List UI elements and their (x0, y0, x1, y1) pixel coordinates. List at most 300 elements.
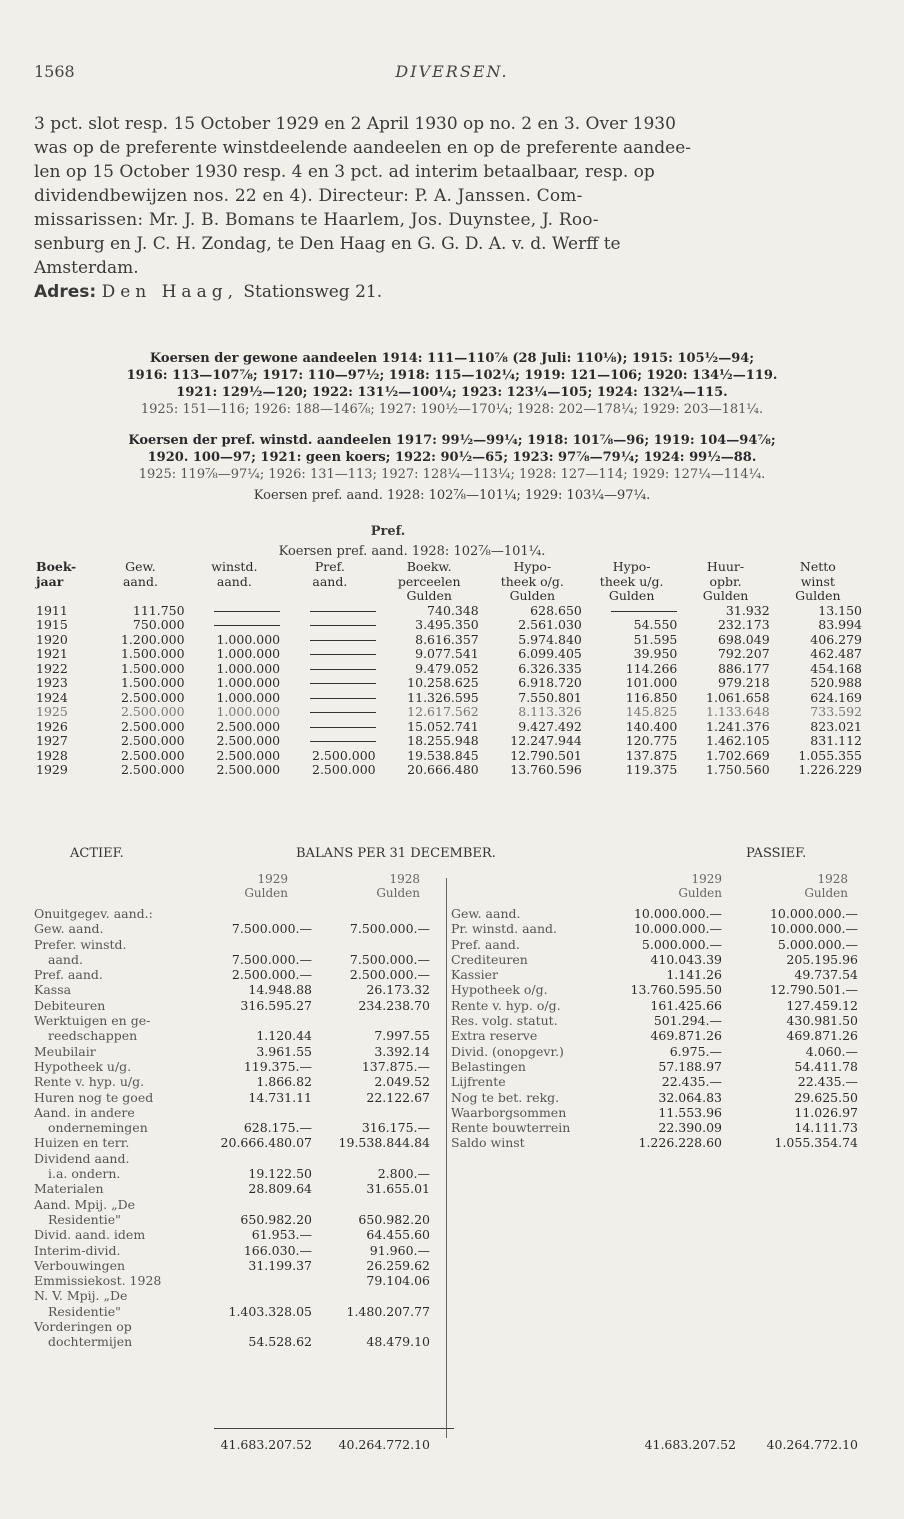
address-label: Adres: (34, 282, 97, 302)
passief-value: 1.055.354.74 (774, 1135, 858, 1151)
passief-total-1928: 40.264.772.10 (766, 1437, 858, 1452)
passief-value: 10.000.000.— (633, 921, 722, 937)
passief-label: Extra reserve (451, 1028, 538, 1044)
passief-value: 469.871.26 (786, 1028, 858, 1044)
actief-label: Pref. aand. (34, 967, 103, 983)
actief-value (204, 1273, 312, 1288)
column-header: Gulden (795, 588, 841, 603)
actief-label: Divid. aand. idem (34, 1227, 146, 1243)
actief-value: 31.655.01 (366, 1181, 430, 1197)
actief-label: Emmissiekost. 1928 (34, 1273, 162, 1289)
actief-label: Meubilair (34, 1043, 96, 1059)
table-cell: 1.241.376 (706, 718, 770, 734)
actief-label: Residentie" (48, 1303, 121, 1319)
table-cell: 831.112 (810, 733, 862, 748)
table-cell: 51.595 (633, 631, 678, 647)
table-cell: 2.500.000 (120, 689, 185, 705)
passief-label: Pref. aand. (451, 936, 520, 952)
column-header: Gulden (509, 588, 556, 603)
unit-label: Gulden (244, 886, 288, 900)
table-cell: 1.500.000 (120, 660, 185, 676)
table-cell: 1922 (36, 660, 68, 676)
actief-value: 91.960.— (369, 1242, 430, 1258)
column-header: aand. (312, 573, 348, 589)
koers-line: 1925: 119⅞—97¼; 1926: 131—113; 1927: 128¼—113¼; 1928: 127—114; 1929: 127¼—114¼. (138, 467, 766, 482)
actief-labels (34, 906, 214, 1350)
actief-label: Aand. in andere (34, 1104, 135, 1120)
table-cell: 1.000.000 (216, 660, 281, 676)
table-cell: 1920 (36, 631, 68, 647)
page-number: 1568 (34, 62, 75, 81)
table-cell: 1.055.355 (798, 747, 862, 763)
table-row (34, 691, 864, 706)
passief-year-a (646, 872, 722, 900)
passief-label: Pr. winstd. aand. (451, 921, 558, 937)
table-cell: 2.561.030 (518, 617, 582, 632)
unit-label: Gulden (804, 886, 848, 900)
table-cell: 1923 (36, 675, 68, 690)
table-cell: 1.200.000 (120, 631, 185, 647)
table-cell (282, 734, 378, 749)
table-cell: 12.617.562 (407, 704, 479, 719)
table-cell: 740.348 (427, 602, 479, 618)
table-cell: 823.021 (810, 718, 862, 734)
table-cell: 12.247.944 (510, 733, 582, 748)
address-city: Den Haag, (101, 282, 238, 302)
actief-label: Werktuigen en ge- (34, 1013, 151, 1029)
yearly-figures-table (34, 560, 864, 778)
column-header: theek o/g. (500, 573, 564, 589)
table-cell: 11.326.595 (407, 689, 479, 705)
table-cell (584, 604, 680, 619)
table-body (34, 604, 864, 778)
year-label: 1928 (389, 872, 420, 886)
table-row (34, 734, 864, 749)
table-cell (282, 618, 378, 633)
table-subtitle: Koersen pref. aand. 1928: 102⅞—101¼. (278, 544, 546, 559)
table-cell: 15.052.741 (407, 718, 479, 734)
empty-dash (310, 669, 376, 670)
table-cell: 1926 (36, 718, 68, 734)
column-header: winstd. (211, 559, 258, 574)
intro-line: 3 pct. slot resp. 15 October 1929 en 2 April 1930 op no. 2 en 3. Over 1930 (34, 114, 676, 134)
koersen-pref-winstd (30, 432, 874, 483)
actief-total-1929: 41.683.207.52 (220, 1437, 312, 1452)
actief-value: 2.500.000.— (231, 967, 312, 983)
passief-label: Saldo winst (451, 1135, 525, 1151)
table-cell: 1928 (36, 747, 68, 763)
table-row (34, 676, 864, 691)
actief-label: Residentie" (48, 1211, 121, 1227)
intro-line: missarissen: Mr. J. B. Bomans te Haarlem, Jos. Duynstee, J. Roo- (34, 210, 599, 230)
actief-label: reedschappen (48, 1028, 138, 1044)
actief-value: 7.500.000.— (349, 921, 430, 937)
table-cell: 12.790.501 (510, 747, 582, 763)
actief-value: 7.500.000.— (231, 921, 312, 937)
passief-label: Crediteuren (451, 951, 528, 967)
passief-value: 10.000.000.— (769, 906, 858, 921)
actief-label: Prefer. winstd. (34, 936, 127, 952)
table-cell: 454.168 (810, 660, 862, 676)
table-cell: 6.099.405 (518, 646, 582, 661)
actief-value: 1.403.328.05 (228, 1303, 312, 1319)
actief-value: 3.392.14 (374, 1043, 430, 1059)
passief-value: 5.000.000.— (641, 936, 722, 952)
actief-value: 650.982.20 (240, 1211, 312, 1227)
actief-label: aand. (48, 951, 83, 967)
koers-line: Koersen der pref. winstd. aandeelen 1917: 99½—99¼; 1918: 101⅞—96; 1919: 104—94⅞; (128, 433, 776, 448)
actief-value (318, 1197, 430, 1212)
table-cell (282, 633, 378, 648)
table-cell: 1.750.560 (706, 762, 770, 777)
empty-dash (310, 712, 376, 713)
table-cell: 2.500.000 (216, 733, 281, 748)
actief-year-a (216, 872, 288, 900)
passief-year-b (772, 872, 848, 900)
table-cell: 119.375 (625, 762, 678, 777)
table-row (34, 604, 864, 619)
unit-label: Gulden (376, 886, 420, 900)
actief-value: 137.875.— (361, 1058, 430, 1074)
table-row (34, 618, 864, 633)
koers-line: 1925: 151—116; 1926: 188—146⅞; 1927: 190½—170¼; 1928: 202—178¼; 1929: 203—181¼. (140, 402, 764, 417)
actief-value: 7.500.000.— (231, 951, 312, 967)
table-cell: 2.500.000 (216, 747, 281, 763)
table-cell: 1924 (36, 689, 68, 705)
actief-label: Onuitgegev. aand.: (34, 906, 153, 921)
actief-label: Aand. Mpij. „De (34, 1196, 135, 1212)
table-cell: 2.500.000 (120, 747, 185, 763)
table-cell: 1.500.000 (120, 675, 185, 690)
actief-value: 14.731.11 (248, 1089, 312, 1105)
table-row (34, 749, 864, 764)
actief-value: 1.120.44 (256, 1028, 312, 1044)
table-cell: 750.000 (132, 617, 185, 632)
column-header (282, 589, 378, 604)
header-row (34, 589, 864, 604)
actief-value: 7.997.55 (374, 1028, 430, 1044)
empty-dash (310, 727, 376, 728)
header-row (34, 560, 864, 575)
actief-value: 14.948.88 (248, 982, 312, 998)
koers-line: Koersen der gewone aandeelen 1914: 111—110⅞ (28 Juli: 110⅛); 1915: 105½—94; (149, 351, 755, 366)
intro-line: dividendbewijzen nos. 22 en 4). Directeur: P. A. Janssen. Com- (34, 186, 583, 206)
table-cell: 114.266 (625, 660, 678, 676)
company-intro (34, 112, 874, 304)
actief-label: dochtermijen (48, 1334, 133, 1350)
address-street: Stationsweg 21. (243, 282, 383, 302)
column-header: aand. (216, 573, 252, 589)
actief-value: 20.666.480.07 (220, 1135, 312, 1151)
actief-value (318, 937, 430, 952)
column-header: aand. (122, 573, 158, 589)
passief-value: 13.760.595.50 (630, 982, 722, 998)
passief-value: 1.141.26 (666, 967, 722, 983)
passief-label: Belastingen (451, 1058, 526, 1074)
table-cell: 39.950 (633, 646, 678, 661)
table-cell: 2.500.000 (120, 704, 185, 719)
passief-label: Rente bouwterrein (451, 1120, 571, 1136)
table-cell: 9.427.492 (518, 718, 582, 734)
actief-value (204, 1151, 312, 1166)
passief-value: 12.790.501.— (769, 982, 858, 998)
passief-value: 205.195.96 (786, 951, 858, 967)
passief-value: 49.737.54 (794, 967, 858, 983)
passief-label: Rente v. hyp. o/g. (451, 997, 561, 1013)
passief-value: 10.000.000.— (769, 921, 858, 937)
table-cell: 5.974.840 (518, 631, 582, 647)
passief-label: Res. volg. statut. (451, 1013, 558, 1029)
total-rule (214, 1428, 454, 1429)
actief-value: 1.866.82 (256, 1074, 312, 1090)
actief-value: 54.528.62 (248, 1334, 312, 1350)
passief-values-1929 (612, 906, 722, 1151)
table-cell: 120.775 (625, 733, 678, 748)
actief-value: 79.104.06 (366, 1273, 430, 1289)
table-cell: 1915 (36, 617, 68, 632)
actief-value (204, 1013, 312, 1028)
table-cell (282, 691, 378, 706)
actief-value: 119.375.— (243, 1058, 312, 1074)
actief-value: 166.030.— (243, 1242, 312, 1258)
actief-label: Interim-divid. (34, 1242, 121, 1258)
intro-line: senburg en J. C. H. Zondag, te Den Haag en G. G. D. A. v. d. Werff te (34, 234, 621, 254)
passief-label: Gew. aand. (451, 906, 521, 921)
koersen-gewone (30, 350, 874, 418)
actief-value (318, 1105, 430, 1120)
actief-value: 316.595.27 (240, 997, 312, 1013)
passief-label: Divid. (onopgevr.) (451, 1043, 564, 1059)
passief-heading: PASSIEF. (746, 846, 807, 861)
passief-value: 127.459.12 (786, 997, 858, 1013)
actief-value: 2.800.— (377, 1166, 430, 1182)
actief-value (318, 1013, 430, 1028)
table-cell: 19.538.845 (407, 747, 479, 763)
actief-value (318, 1319, 430, 1334)
table-cell: 886.177 (717, 660, 770, 676)
passief-value: 29.625.50 (794, 1089, 858, 1105)
column-header: opbr. (709, 573, 742, 589)
table-header (34, 560, 864, 604)
passief-value: 1.226.228.60 (638, 1135, 722, 1151)
table-cell: 2.500.000 (120, 733, 185, 748)
column-header: winst (800, 573, 835, 589)
table-cell: 2.500.000 (312, 762, 376, 777)
year-label: 1929 (257, 872, 288, 886)
table-cell: 9.479.052 (415, 660, 479, 676)
actief-value: 628.175.— (243, 1120, 312, 1136)
table-cell: 2.500.000 (120, 718, 185, 734)
passief-value: 32.064.83 (658, 1089, 722, 1105)
actief-label: Huizen en terr. (34, 1135, 130, 1151)
actief-heading: ACTIEF. (70, 846, 124, 861)
empty-dash (611, 611, 677, 612)
table-cell: 13.760.596 (510, 762, 582, 777)
intro-line: Amsterdam. (34, 258, 139, 278)
table-cell: 3.495.350 (415, 617, 479, 632)
table-cell: 1.226.229 (798, 762, 862, 777)
actief-label: Verbouwingen (34, 1257, 126, 1273)
passief-labels (451, 906, 631, 1151)
actief-label: Gew. aand. (34, 921, 104, 937)
column-header (187, 589, 283, 604)
column-header: perceelen (397, 573, 461, 589)
table-cell: 1911 (36, 602, 68, 618)
column-header (94, 589, 186, 604)
column-header: Hypo- (612, 559, 651, 574)
column-header: Gew. (125, 559, 156, 574)
table-cell: 232.173 (717, 617, 770, 632)
passief-values-1928 (730, 906, 858, 1151)
table-cell (282, 705, 378, 720)
empty-dash (310, 625, 376, 626)
table-cell: 6.918.720 (518, 675, 582, 690)
actief-value: 2.500.000.— (349, 967, 430, 983)
table-cell (282, 720, 378, 735)
actief-value: 2.049.52 (374, 1074, 430, 1090)
actief-label: ondernemingen (48, 1120, 148, 1136)
passief-value: 5.000.000.— (777, 936, 858, 952)
table-cell: 1.500.000 (120, 646, 185, 661)
table-cell: 8.616.357 (415, 631, 479, 647)
koers-line: 1921: 129½—120; 1922: 131½—100¼; 1923: 123¼—105; 1924: 132¼—115. (176, 385, 728, 400)
table-cell: 628.650 (530, 602, 582, 618)
table-cell: 979.218 (717, 675, 770, 690)
table-cell: 111.750 (132, 602, 185, 618)
table-cell: 1927 (36, 733, 68, 748)
actief-label: Materialen (34, 1181, 104, 1197)
empty-dash (214, 625, 280, 626)
actief-value (204, 1197, 312, 1212)
table-cell: 1929 (36, 762, 68, 777)
actief-value: 26.173.32 (366, 982, 430, 998)
table-row (34, 647, 864, 662)
table-row (34, 705, 864, 720)
table-cell: 406.279 (810, 631, 862, 647)
passief-value: 54.411.78 (794, 1058, 858, 1074)
passief-value: 22.435.— (797, 1074, 858, 1090)
passief-value: 11.026.97 (794, 1104, 858, 1120)
table-cell: 2.500.000 (312, 747, 376, 763)
actief-value: 234.238.70 (358, 997, 430, 1013)
actief-value (318, 1288, 430, 1303)
table-cell: 31.932 (725, 602, 770, 618)
passief-value: 6.975.— (669, 1043, 722, 1059)
table-cell: 1.000.000 (216, 704, 281, 719)
table-cell: 2.500.000 (216, 762, 281, 777)
column-divider (446, 878, 447, 1438)
actief-label: Hypotheek u/g. (34, 1058, 132, 1074)
table-cell: 101.000 (625, 675, 678, 690)
table-cell: 145.825 (625, 704, 678, 719)
actief-label: Dividend aand. (34, 1150, 130, 1166)
actief-value: 48.479.10 (366, 1334, 430, 1350)
table-cell: 1921 (36, 646, 68, 661)
actief-label: Rente v. hyp. u/g. (34, 1074, 145, 1090)
passief-value: 11.553.96 (658, 1104, 722, 1120)
empty-dash (310, 654, 376, 655)
table-cell: 698.049 (717, 631, 770, 647)
intro-line: was op de preferente winstdeelende aandeelen en op de preferente aandee- (34, 138, 691, 158)
passief-value: 22.435.— (661, 1074, 722, 1090)
actief-value: 650.982.20 (358, 1211, 430, 1227)
koersen-pref-aand: Koersen pref. aand. 1928: 102⅞—101¼; 1929: 103¼—97¼. (253, 488, 651, 503)
actief-value: 7.500.000.— (349, 951, 430, 967)
actief-value (318, 906, 430, 921)
passief-value: 430.981.50 (786, 1013, 858, 1029)
passief-value: 410.043.39 (650, 951, 722, 967)
table-row (34, 720, 864, 735)
actief-value: 3.961.55 (256, 1043, 312, 1059)
actief-value: 1.480.207.77 (346, 1303, 430, 1319)
actief-year-b (344, 872, 420, 900)
passief-label: Lijfrente (451, 1074, 506, 1090)
pref-label: Pref. (370, 524, 406, 539)
column-header: Boek- (36, 559, 77, 574)
table-cell: 733.592 (810, 704, 862, 719)
actief-values-1929 (204, 906, 312, 1350)
column-header: Gulden (702, 588, 749, 603)
table-cell: 1.000.000 (216, 631, 281, 647)
table-cell: 520.988 (810, 675, 862, 690)
table-cell: 140.400 (625, 718, 678, 734)
table-cell: 7.550.801 (518, 689, 582, 705)
table-cell (282, 604, 378, 619)
koers-line: 1916: 113—107⅞; 1917: 110—97½; 1918: 115—102¼; 1919: 121—106; 1920: 134½—119. (126, 368, 778, 383)
table-cell: 13.150 (818, 602, 862, 618)
header-row (34, 575, 864, 590)
passief-label: Nog te bet. rekg. (451, 1089, 560, 1105)
actief-value: 19.122.50 (248, 1166, 312, 1182)
table-cell: 10.258.625 (407, 675, 479, 690)
column-header: Gulden (406, 588, 452, 603)
table-cell (187, 618, 283, 633)
actief-label: Huren nog te goed (34, 1089, 154, 1105)
passief-value: 469.871.26 (650, 1028, 722, 1044)
actief-value (204, 906, 312, 921)
table-cell (282, 647, 378, 662)
koers-line: 1920. 100—97; 1921: geen koers; 1922: 90½—65; 1923: 97⅞—79¼; 1924: 99½—88. (147, 450, 757, 465)
actief-value (204, 937, 312, 952)
table-cell: 9.077.541 (415, 646, 479, 661)
table-cell: 137.875 (625, 747, 678, 763)
actief-label: N. V. Mpij. „De (34, 1288, 128, 1304)
actief-value: 316.175.— (361, 1120, 430, 1136)
table-cell: 1.000.000 (216, 675, 281, 690)
actief-value: 61.953.— (251, 1227, 312, 1243)
column-header (34, 589, 94, 604)
table-cell: 116.850 (625, 689, 678, 705)
passief-value: 57.188.97 (658, 1058, 722, 1074)
table-cell: 1.133.648 (706, 704, 770, 719)
table-cell: 462.487 (810, 646, 862, 661)
address-line (34, 280, 874, 304)
empty-dash (310, 683, 376, 684)
actief-value: 28.809.64 (248, 1181, 312, 1197)
table-cell: 1.702.669 (706, 747, 770, 763)
table-cell: 20.666.480 (407, 762, 479, 777)
table-row (34, 662, 864, 677)
actief-label: Vorderingen op (34, 1319, 132, 1335)
table-cell: 18.255.948 (407, 733, 479, 748)
actief-value: 26.259.62 (366, 1257, 430, 1273)
empty-dash (310, 611, 376, 612)
column-header: theek u/g. (599, 573, 664, 589)
passief-total-1929: 41.683.207.52 (644, 1437, 736, 1452)
column-header: Netto (799, 559, 836, 574)
intro-line: len op 15 October 1930 resp. 4 en 3 pct. ad interim betaalbaar, resp. op (34, 162, 655, 182)
table-row (34, 633, 864, 648)
